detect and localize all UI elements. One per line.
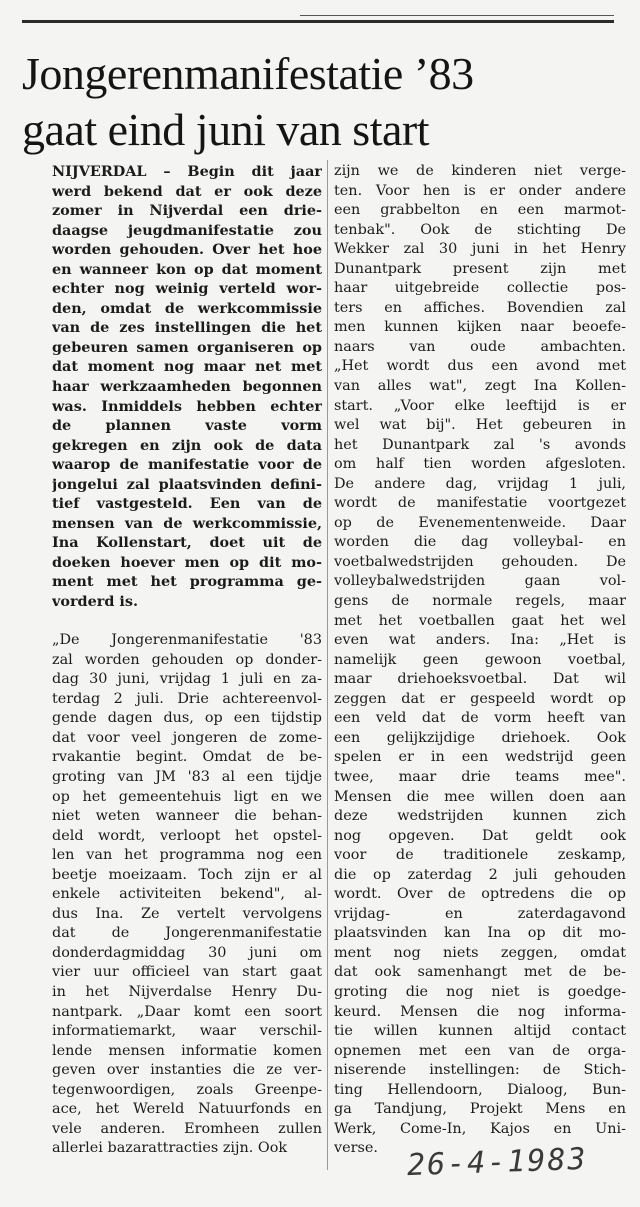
text-line: volleybalwedstrijden gaan vol-	[334, 573, 626, 590]
headline-line-1: Jongerenmanifestatie ’83	[22, 48, 474, 99]
text-line: met het voetballen gaat het wel	[334, 612, 626, 629]
text-line: een gelijkzijdige driehoek. Ook	[334, 729, 626, 746]
body-paragraph-left	[52, 631, 322, 1159]
text-line: dus Ina. Ze vertelt vervolgens	[52, 905, 322, 922]
text-line: op het gemeentehuis ligt en we	[52, 788, 322, 805]
text-line: vrijdag- en zaterdagavond	[334, 905, 626, 922]
text-line: vele anderen. Eromheen zullen	[52, 1120, 322, 1137]
lead-paragraph	[52, 162, 322, 612]
text-line: verse.	[334, 1140, 379, 1157]
top-rule-thin	[300, 15, 614, 16]
text-line: keurd. Mensen die nog informa-	[334, 1003, 626, 1020]
column-left	[52, 162, 322, 1159]
text-line: NIJVERDAL – Begin dit jaar	[52, 163, 322, 180]
text-line: zomer in Nijverdal een drie-	[52, 202, 322, 220]
text-line: ting Hellendoorn, Dialoog, Bun-	[334, 1081, 626, 1098]
text-line: men kunnen kijken naar beoefe-	[334, 319, 626, 336]
text-line: gebeuren samen organiseren op	[52, 338, 322, 356]
text-line: was. Inmiddels hebben echter	[52, 397, 322, 415]
text-line: donderdagmiddag 30 juni om	[52, 944, 322, 961]
text-line: ters en affiches. Bovendien zal	[334, 299, 626, 316]
text-line: Ina Kollenstart, doet uit de	[52, 534, 322, 552]
text-line: ten. Voor hen is er onder andere	[334, 182, 626, 199]
text-line: worden gehouden. Over het hoe	[52, 241, 322, 259]
text-line: voor de traditionele zeskamp,	[334, 847, 626, 864]
text-line: en wanneer kon op dat moment	[52, 260, 322, 278]
text-line: een veld dat de vorm heeft van	[334, 710, 626, 727]
handwritten-date-stamp: 26-4-1983	[406, 1141, 589, 1184]
text-line: naars van oude ambachten.	[334, 338, 626, 355]
text-line: in het Nijverdalse Henry Du-	[52, 983, 322, 1000]
text-line: van de zes instellingen die het	[52, 319, 322, 337]
text-line: allerlei bazarattracties zijn. Ook	[52, 1140, 288, 1157]
headline	[22, 46, 622, 158]
text-line: Mensen die mee willen doen aan	[334, 788, 626, 805]
text-line: waarop de manifestatie voor de	[52, 456, 322, 474]
text-line: echter nog weinig verteld wor-	[52, 280, 322, 298]
text-line: Wekker zal 30 juni in het Henry	[334, 241, 626, 258]
text-line: „Het wordt dus een avond met	[334, 358, 626, 375]
text-line: van alles wat", zegt Ina Kollen-	[334, 378, 626, 395]
text-line: terdag 2 juli. Drie achtereenvol-	[52, 690, 322, 707]
text-line: informatiemarkt, waar verschil-	[52, 1023, 322, 1040]
text-line: niet weten wanneer die behan-	[52, 808, 322, 825]
text-line: ment nog niets zeggen, omdat	[334, 944, 626, 961]
top-rule	[22, 20, 614, 23]
text-line: even wat anders. Ina: „Het is	[334, 632, 626, 649]
text-line: lende mensen informatie komen	[52, 1042, 322, 1059]
text-line: maar driehoeksvoetbal. Dat wil	[334, 671, 626, 688]
text-line: niserende instellingen: de Stich-	[334, 1062, 626, 1079]
column-right	[334, 162, 626, 1159]
text-line: namelijk geen gewoon voetbal,	[334, 651, 626, 668]
text-line: groting die nog niet is goedge-	[334, 983, 626, 1000]
body-paragraph-right	[334, 162, 626, 1159]
text-line: deze wedstrijden kunnen zich	[334, 808, 626, 825]
text-line: plaatsvinden kan Ina op dit mo-	[334, 925, 626, 942]
text-line: twee, maar drie teams mee".	[334, 768, 626, 785]
text-line: vier uur officieel van start gaat	[52, 964, 322, 981]
text-line: nog opgeven. Dat geldt ook	[334, 827, 626, 844]
text-line: ment met het programma ge-	[52, 573, 322, 591]
text-line: die op zaterdag 2 juli gehouden	[334, 866, 626, 883]
text-line: zeggen dat er gespeeld wordt op	[334, 690, 626, 707]
paragraph-gap	[52, 612, 322, 632]
text-line: daagse jeugdmanifestatie zou	[52, 221, 322, 239]
text-line: gens de normale regels, maar	[334, 593, 626, 610]
text-line: start. „Voor elke leeftijd is er	[334, 397, 626, 414]
text-line: haar werkzaamheden begonnen	[52, 378, 322, 396]
text-line: haar uitgebreide collectie pos-	[334, 280, 626, 297]
text-line: ga Tandjung, Projekt Mens en	[334, 1101, 626, 1118]
text-line: den, omdat de werkcommissie	[52, 299, 322, 317]
text-line: ace, het Wereld Natuurfonds en	[52, 1101, 322, 1118]
headline-line-2: gaat eind juni van start	[22, 104, 429, 155]
text-line: „De Jongerenmanifestatie '83	[52, 632, 322, 649]
text-line: geven over instanties die ze ver-	[52, 1062, 322, 1079]
text-line: voetbalwedstrijden gehouden. De	[334, 553, 626, 570]
text-line: werd bekend dat er ook deze	[52, 182, 322, 200]
text-line: nantpark. „Daar komt een soort	[52, 1003, 322, 1020]
column-divider	[327, 160, 328, 1170]
text-line: dat ook samenhangt met de be-	[334, 964, 626, 981]
text-line: Werk, Come-In, Kajos en Uni-	[334, 1120, 626, 1137]
text-line: tegenwoordigen, zoals Greenpe-	[52, 1081, 322, 1098]
text-line: deld wordt, verloopt het opstel-	[52, 827, 322, 844]
text-line: tie willen kunnen altijd contact	[334, 1023, 626, 1040]
text-line: zijn we de kinderen niet verge-	[334, 163, 626, 179]
text-line: De andere dag, vrijdag 1 juli,	[334, 475, 626, 492]
text-line: dag 30 juni, vrijdag 1 juli en za-	[52, 671, 322, 688]
text-line: len van het programma nog een	[52, 847, 322, 864]
text-line: rvakantie begint. Omdat de be-	[52, 749, 322, 766]
text-line: tief vastgesteld. Een van de	[52, 495, 322, 513]
text-line: dat moment nog maar net met	[52, 358, 322, 376]
text-line: Dunantpark present zijn met	[334, 260, 626, 277]
text-line: jongelui zal plaatsvinden defini-	[52, 475, 322, 493]
text-line: spelen er in een wedstrijd geen	[334, 749, 626, 766]
text-line: om half tien worden afgesloten.	[334, 456, 626, 473]
text-line: dat voor veel jongeren de zome-	[52, 729, 322, 746]
text-line: gende dagen dus, op een tijdstip	[52, 710, 322, 727]
text-line: doeken hoever men op dit mo-	[52, 553, 322, 571]
text-line: groting van JM '83 al een tijdje	[52, 768, 322, 785]
text-line: opnemen met een van de orga-	[334, 1042, 626, 1059]
text-line: mensen van de werkcommissie,	[52, 514, 322, 532]
text-line: wordt. Over de optredens die op	[334, 886, 626, 903]
text-line: wel wat bij". Het gebeuren in	[334, 417, 626, 434]
text-line: zal worden gehouden op donder-	[52, 651, 322, 668]
text-line: beetje moeizaam. Toch zijn er al	[52, 866, 322, 883]
text-line: vorderd is.	[52, 593, 138, 611]
text-line: het Dunantpark zal 's avonds	[334, 436, 626, 453]
text-line: enkele activiteiten bekend", al-	[52, 886, 322, 903]
text-line: een grabbelton en een marmot-	[334, 202, 626, 219]
text-line: wordt de manifestatie voortgezet	[334, 495, 626, 512]
text-line: de plannen vaste vorm	[52, 417, 322, 435]
text-line: dat de Jongerenmanifestatie	[52, 925, 322, 942]
text-line: gekregen en zijn ook de data	[52, 436, 322, 454]
text-line: op de Evenementenweide. Daar	[334, 514, 626, 531]
text-line: tenbak". Ook de stichting De	[334, 221, 626, 238]
text-line: worden die dag volleybal- en	[334, 534, 626, 551]
